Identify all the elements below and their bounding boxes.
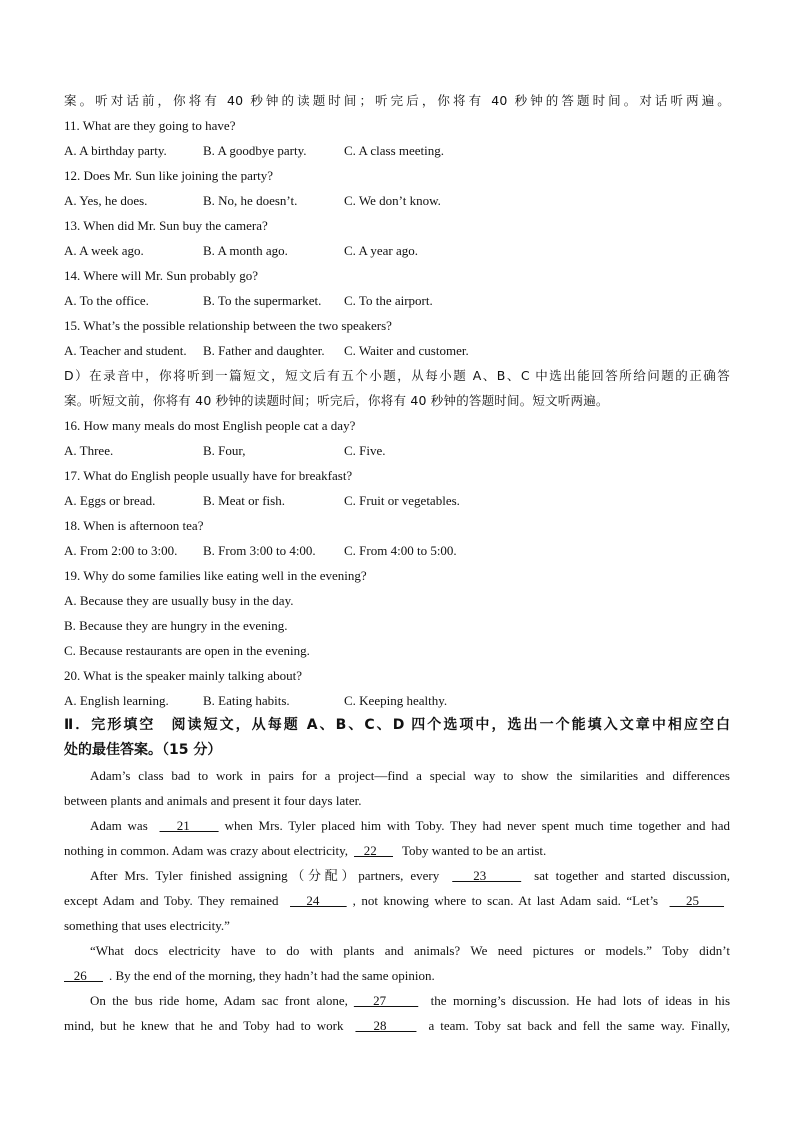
options-14 [64,288,730,313]
option-c: C. We don’t know. [344,193,441,208]
option-a: A. Eggs or bread. [64,493,156,508]
question-20: 20. What is the speaker mainly talking about? [64,668,303,683]
passage-text: . By the end of the morning, they hadn’t had the same opinion. [109,968,435,983]
option-c: C. Keeping healthy. [344,693,448,708]
passage-line: between plants and animals and present it four days later. [64,793,362,808]
question-18: 18. When is afternoon tea? [64,518,204,533]
passage-line [64,813,730,838]
passage-text: the morning’s discussion. He had lots of ideas in his [424,993,731,1008]
options-13 [64,238,730,263]
option-b: B. No, he doesn’t. [203,193,298,208]
option-c: C. Five. [344,443,386,458]
passage-line: something that uses electricity.” [64,918,230,933]
section-c-instruction-tail: 案。听对话前，你将有 40 秒钟的读题时间；听完后，你将有 40 秒钟的答题时间。对话听两遍。 [64,93,730,108]
question-15: 15. What’s the possible relationship between the two speakers? [64,318,392,333]
option-b: B. A goodbye party. [203,143,307,158]
passage-text: sat together and started discussion, [527,868,730,883]
option-a: A. Yes, he does. [64,193,148,208]
option-a: A. A birthday party. [64,143,167,158]
options-12 [64,188,730,213]
section-2-title: Ⅱ．完形填空 阅读短文，从每题 A、B、C、D 四个选项中，选出一个能填入文章中相应空白 [64,717,730,733]
passage-line [64,888,730,913]
option-a: A. Three. [64,443,114,458]
option-c: C. To the airport. [344,293,433,308]
options-17 [64,488,730,513]
passage-line [64,1013,730,1038]
options-11 [64,138,730,163]
option-c: C. Fruit or vegetables. [344,493,460,508]
option-b: B. Father and daughter. [203,343,325,358]
question-19: 19. Why do some families like eating well in the evening? [64,568,367,583]
option-b: B. Eating habits. [203,693,290,708]
blank-26: 26 [64,968,103,983]
option-b: B. Meat or fish. [203,493,285,508]
passage-text: when Mrs. Tyler placed him with Toby. They had never spent much time together and had [224,818,730,833]
question-13: 13. When did Mr. Sun buy the camera? [64,218,268,233]
blank-25: 25 [669,893,725,908]
passage-text: mind, but he knew that he and Toby had to work [64,1018,350,1033]
option-b: B. From 3:00 to 4:00. [203,543,316,558]
options-20 [64,688,730,713]
option-b: B. Four, [203,443,246,458]
question-11: 11. What are they going to have? [64,118,236,133]
question-16: 16. How many meals do most English people cat a day? [64,418,356,433]
section-d-instruction-line2: 案。听短文前，你将有 40 秒钟的读题时间；听完后，你将有 40 秒钟的答题时间。短文听两遍。 [64,393,609,408]
section-2-title-cont: 处的最佳答案。（15 分） [64,742,222,758]
option-a: A. Because they are usually busy in the day. [64,593,294,608]
options-18 [64,538,730,563]
exam-page [64,88,730,1038]
option-a: A. Teacher and student. [64,343,187,358]
option-c: C. A year ago. [344,243,419,258]
option-a: A. A week ago. [64,243,144,258]
blank-28: 28 [355,1018,417,1033]
passage-text: On the bus ride home, Adam sac front alone, [90,993,348,1008]
passage-text: , not knowing where to scan. At last Adam said. “Let’s [352,893,664,908]
option-c: C. From 4:00 to 5:00. [344,543,457,558]
passage-line [64,988,730,1013]
passage-text: After Mrs. Tyler finished assigning（分配）partners, every [90,868,447,883]
option-c: C. Because restaurants are open in the evening. [64,643,310,658]
blank-22: 22 [354,843,393,858]
options-15 [64,338,730,363]
passage-text: Adam was [90,818,154,833]
options-16 [64,438,730,463]
blank-24: 24 [290,893,347,908]
passage-text: Toby wanted to be an artist. [399,843,547,858]
question-12: 12. Does Mr. Sun like joining the party? [64,168,274,183]
option-a: A. English learning. [64,693,169,708]
passage-line [64,838,730,863]
question-17: 17. What do English people usually have for breakfast? [64,468,353,483]
blank-21: 21 [159,818,219,833]
option-b: B. A month ago. [203,243,288,258]
passage-line: “What docs electricity have to do with plants and animals? We need pictures or models.” Toby didn’t [90,943,730,958]
option-c: C. Waiter and customer. [344,343,469,358]
passage-text: except Adam and Toby. They remained [64,893,285,908]
option-b: B. To the supermarket. [203,293,322,308]
option-a: A. To the office. [64,293,149,308]
question-14: 14. Where will Mr. Sun probably go? [64,268,259,283]
passage-text: a team. Toby sat back and fell the same way. Finally, [422,1018,731,1033]
option-c: C. A class meeting. [344,143,445,158]
passage-line [64,863,730,888]
section-d-instruction-line1: D）在录音中，你将听到一篇短文，短文后有五个小题，从每小题 A、B、C 中选出能回答所给问题的正确答 [64,368,730,383]
passage-line [64,963,730,988]
option-b: B. Because they are hungry in the evening. [64,618,288,633]
passage-text: nothing in common. Adam was crazy about electricity, [64,843,348,858]
blank-23: 23 [452,868,522,883]
passage-line: Adam’s class bad to work in pairs for a project—find a special way to show the similarities and differences [90,768,730,783]
blank-27: 27 [353,993,419,1008]
option-a: A. From 2:00 to 3:00. [64,543,178,558]
